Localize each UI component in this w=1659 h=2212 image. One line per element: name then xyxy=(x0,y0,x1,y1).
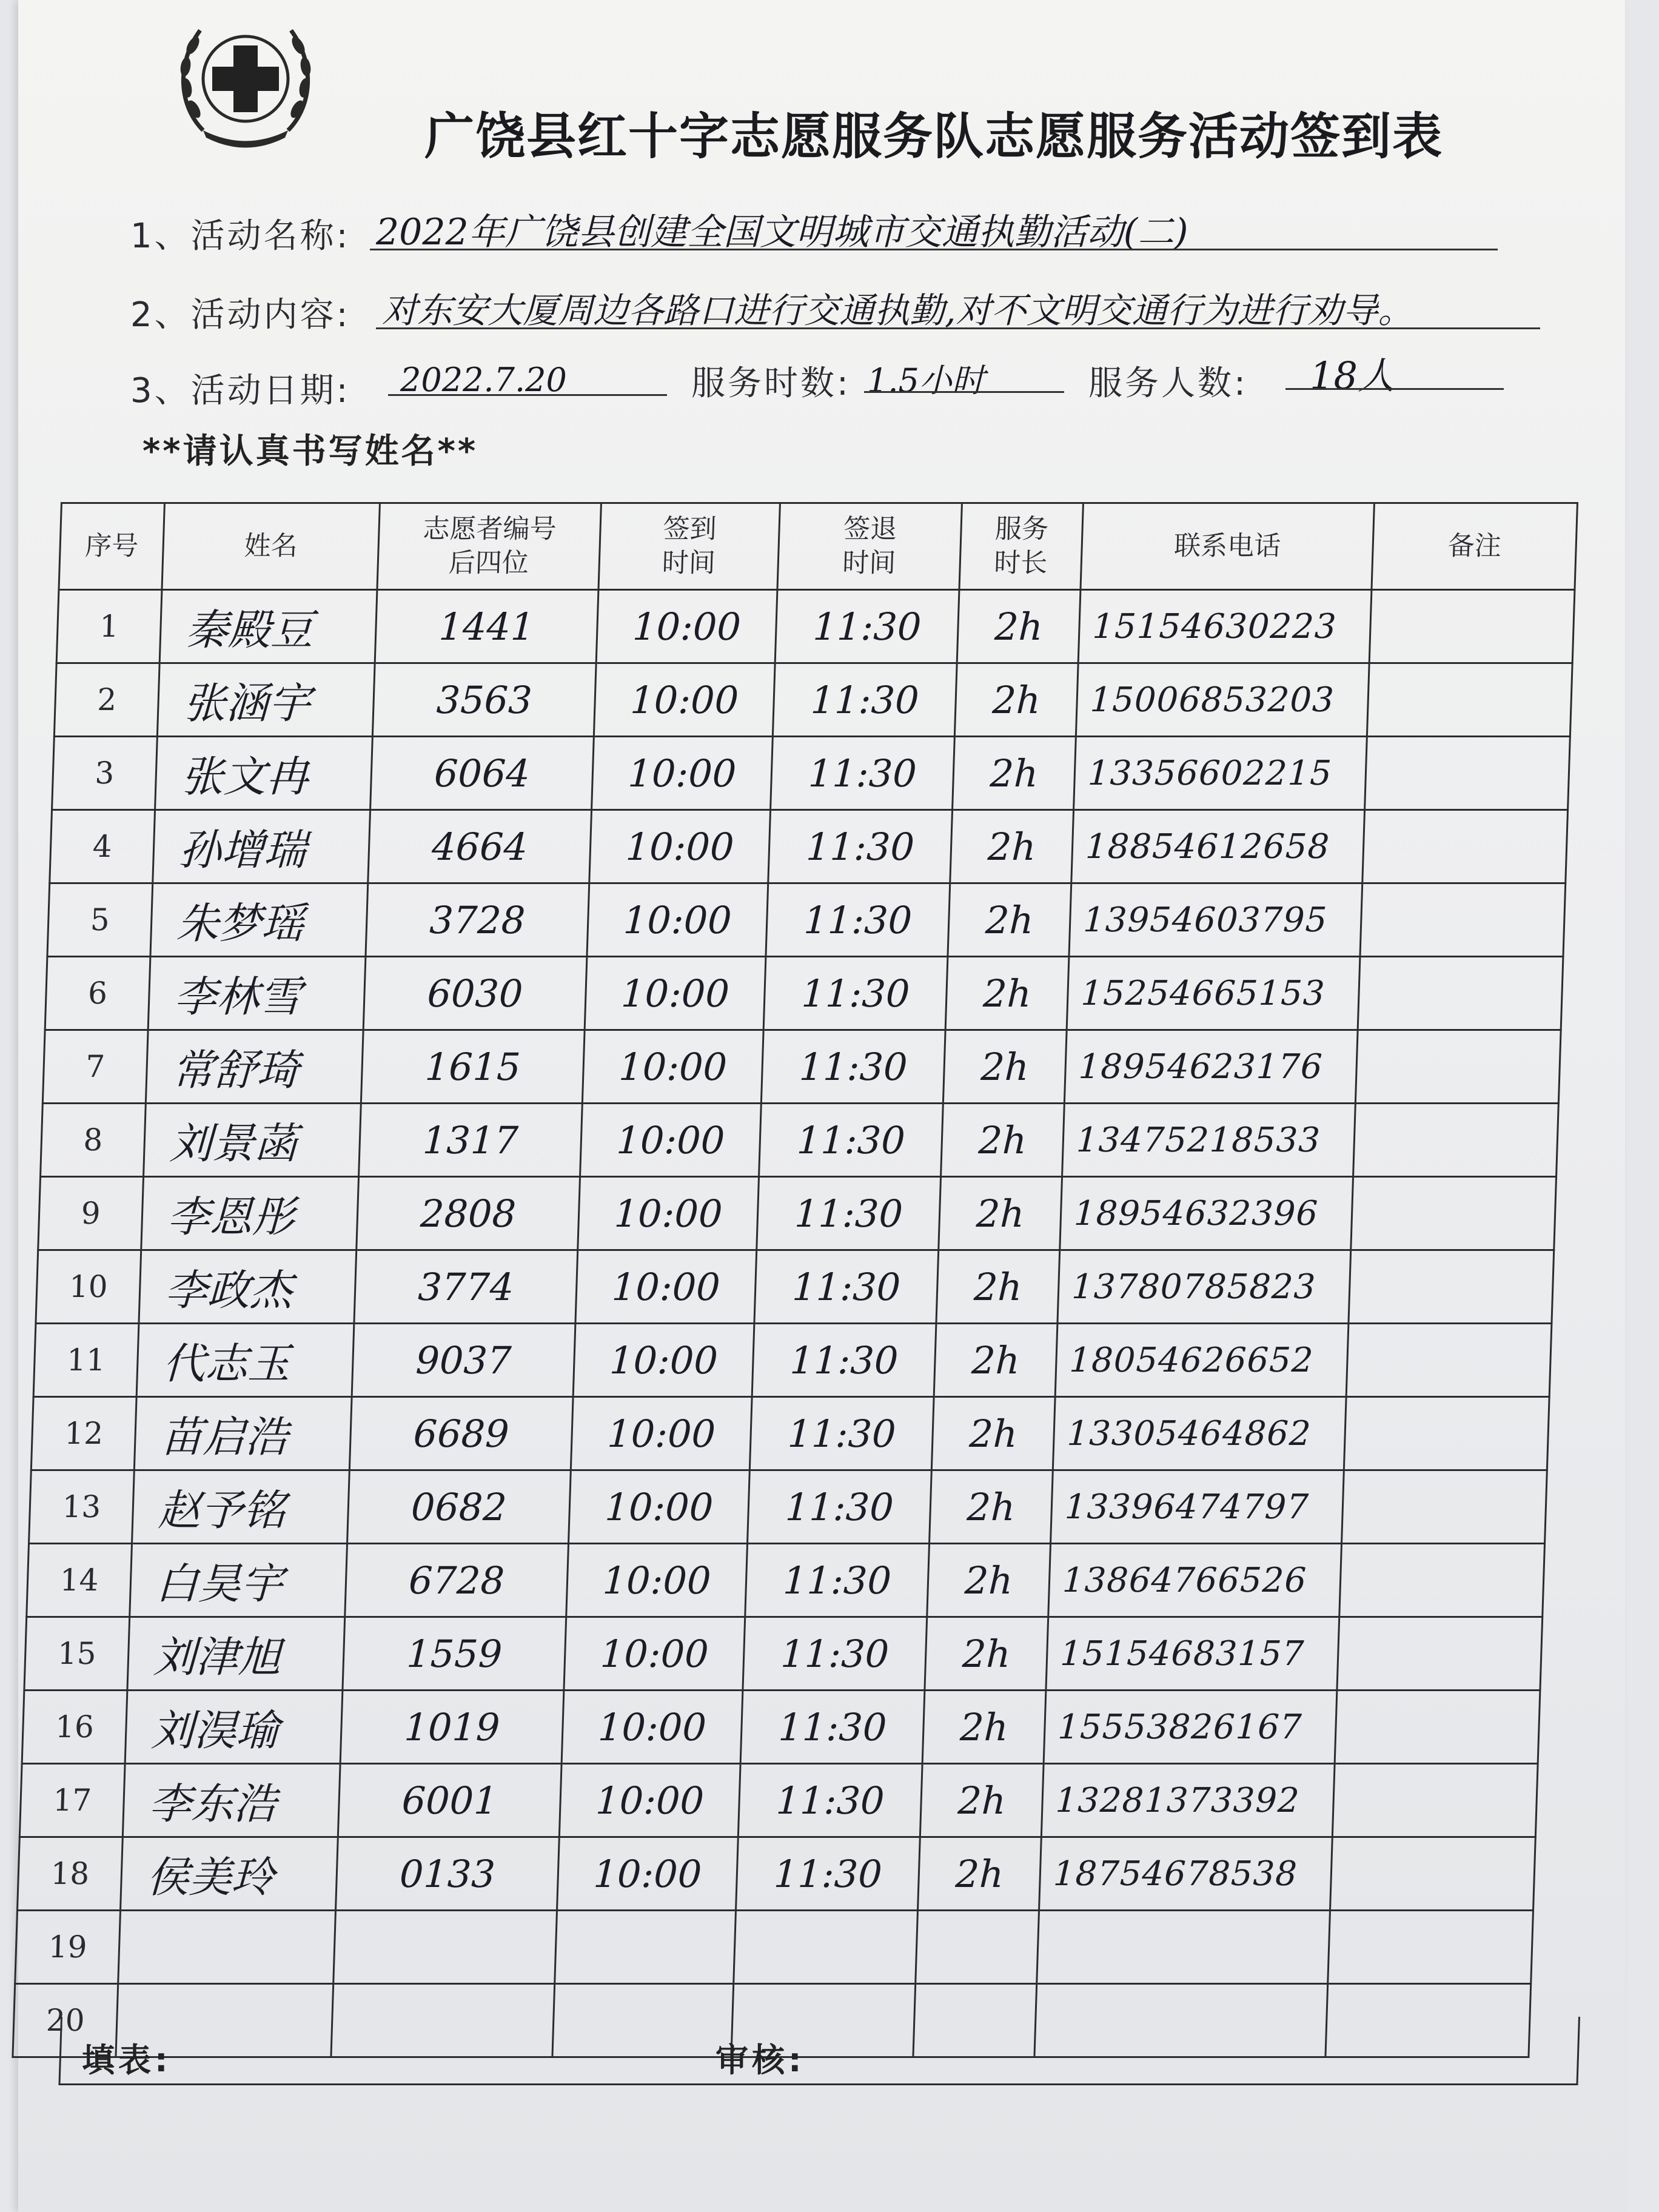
table-row xyxy=(18,1837,1536,1911)
cell-name: 赵予铭 xyxy=(132,1470,350,1544)
cell-phone: 18054626652 xyxy=(1055,1324,1349,1397)
activity-content-value: 对东安大厦周边各路口进行交通执勤,对不文明交通行为进行劝导。 xyxy=(382,290,1413,331)
table-row xyxy=(47,883,1566,957)
header-duration: 服务 时长 xyxy=(959,503,1083,590)
service-hours-underline xyxy=(864,391,1064,393)
table-header-row xyxy=(59,503,1577,590)
cell-volunteer-id: 3774 xyxy=(354,1250,578,1324)
cell-duration: 2h xyxy=(948,883,1071,957)
cell-sign-out-time: 11:30 xyxy=(763,957,948,1030)
cell-seq: 8 xyxy=(41,1104,146,1177)
cell-duration: 2h xyxy=(918,1837,1042,1911)
cell-phone: 18854612658 xyxy=(1071,810,1365,883)
cell-duration: 2h xyxy=(950,810,1074,883)
cell-seq: 16 xyxy=(22,1691,127,1764)
cell-name: 孙增瑞 xyxy=(153,810,370,883)
cell-sign-out-time: 11:30 xyxy=(748,1470,932,1544)
cell-seq: 9 xyxy=(38,1177,144,1250)
cell-remark xyxy=(1358,957,1563,1030)
cell-remark xyxy=(1360,883,1566,957)
cell-duration: 2h xyxy=(925,1617,1048,1691)
header-seq: 序号 xyxy=(59,503,164,590)
cell-volunteer-id xyxy=(333,1911,557,1984)
cell-duration: 2h xyxy=(939,1177,1062,1250)
cell-remark xyxy=(1330,1837,1536,1911)
cell-phone: 13305464862 xyxy=(1053,1397,1346,1470)
cell-phone: 13954603795 xyxy=(1069,883,1362,957)
cell-sign-out-time: 11:30 xyxy=(738,1764,922,1837)
cell-duration: 2h xyxy=(941,1104,1065,1177)
header-volunteer-id: 志愿者编号 后四位 xyxy=(377,503,601,590)
cell-sign-in-time: 10:00 xyxy=(578,1177,759,1250)
cell-name: 常舒琦 xyxy=(146,1030,363,1104)
cell-volunteer-id: 3563 xyxy=(372,663,596,737)
cell-volunteer-id: 6689 xyxy=(349,1397,573,1470)
cell-seq: 17 xyxy=(19,1764,125,1837)
cell-phone: 18954632396 xyxy=(1060,1177,1353,1250)
cell-name: 李林雪 xyxy=(148,957,366,1030)
cell-sign-in-time: 10:00 xyxy=(564,1617,745,1691)
cell-phone: 15553826167 xyxy=(1044,1691,1337,1764)
fill-in-note: **请认真书写姓名** xyxy=(142,432,478,471)
cell-sign-out-time: 11:30 xyxy=(740,1691,925,1764)
cell-seq: 10 xyxy=(36,1250,141,1324)
table-row xyxy=(36,1250,1554,1324)
activity-name-underline xyxy=(370,249,1498,250)
activity-date-value: 2022.7.20 xyxy=(400,361,567,399)
cell-name: 代志玉 xyxy=(136,1324,354,1397)
cell-remark xyxy=(1337,1617,1543,1691)
table-row xyxy=(29,1470,1547,1544)
cell-name: 秦殿豆 xyxy=(159,590,377,663)
cell-sign-in-time: 10:00 xyxy=(582,1030,763,1104)
cell-sign-out-time: 11:30 xyxy=(736,1837,920,1911)
cell-remark xyxy=(1369,590,1575,663)
cell-name: 朱梦瑶 xyxy=(150,883,368,957)
cell-sign-out-time: 11:30 xyxy=(754,1250,939,1324)
cell-seq: 1 xyxy=(56,590,162,663)
cell-sign-in-time: 10:00 xyxy=(571,1397,752,1470)
sign-in-table xyxy=(12,502,1578,2058)
cell-remark xyxy=(1355,1030,1561,1104)
cell-duration: 2h xyxy=(922,1691,1046,1764)
activity-name-value: 2022年广饶县创建全国文明城市交通执勤活动(二) xyxy=(376,211,1188,253)
cell-name: 刘津旭 xyxy=(127,1617,345,1691)
cell-duration: 2h xyxy=(927,1544,1051,1617)
cell-duration: 2h xyxy=(931,1397,1055,1470)
cell-phone: 13475218533 xyxy=(1062,1104,1356,1177)
cell-volunteer-id: 6001 xyxy=(338,1764,561,1837)
cell-duration: 2h xyxy=(945,957,1069,1030)
cell-remark xyxy=(1362,810,1568,883)
cell-volunteer-id: 1317 xyxy=(359,1104,583,1177)
header-phone: 联系电话 xyxy=(1081,503,1374,590)
header-sign-out-time: 签退 时间 xyxy=(777,503,962,590)
cell-volunteer-id: 1019 xyxy=(340,1691,564,1764)
cell-duration: 2h xyxy=(954,663,1078,737)
cell-volunteer-id: 6728 xyxy=(345,1544,569,1617)
cell-name: 李恩彤 xyxy=(141,1177,359,1250)
red-cross-emblem-icon xyxy=(170,9,321,152)
cell-sign-in-time: 10:00 xyxy=(587,883,768,957)
cell-name: 张文冉 xyxy=(155,737,373,810)
cell-sign-in-time: 10:00 xyxy=(575,1250,757,1324)
table-row xyxy=(52,737,1570,810)
cell-volunteer-id: 0682 xyxy=(347,1470,571,1544)
cell-name: 刘淏瑜 xyxy=(125,1691,343,1764)
activity-name-label: 1、活动名称: xyxy=(130,216,350,256)
cell-name xyxy=(118,1911,336,1984)
cell-sign-out-time: 11:30 xyxy=(773,663,957,737)
cell-name: 侯美玲 xyxy=(121,1837,338,1911)
cell-remark xyxy=(1353,1104,1559,1177)
cell-sign-in-time: 10:00 xyxy=(592,737,773,810)
cell-sign-in-time: 10:00 xyxy=(573,1324,754,1397)
cell-volunteer-id: 4664 xyxy=(368,810,592,883)
cell-sign-in-time: 10:00 xyxy=(561,1691,743,1764)
activity-date-underline xyxy=(388,394,667,396)
cell-sign-in-time: 10:00 xyxy=(580,1104,762,1177)
cell-sign-out-time: 11:30 xyxy=(759,1104,943,1177)
header-name: 姓名 xyxy=(162,503,380,590)
cell-sign-out-time: 11:30 xyxy=(766,883,950,957)
table-row xyxy=(15,1911,1533,1984)
reviewed-by-label: 审核: xyxy=(716,2041,805,2079)
cell-duration: 2h xyxy=(920,1764,1044,1837)
cell-sign-out-time: 11:30 xyxy=(771,737,955,810)
cell-sign-out-time: 11:30 xyxy=(757,1177,941,1250)
cell-phone: 15006853203 xyxy=(1076,663,1369,737)
cell-sign-out-time xyxy=(734,1911,918,1984)
cell-remark xyxy=(1339,1544,1545,1617)
header-sign-in-time: 签到 时间 xyxy=(598,503,780,590)
cell-name: 张涵宇 xyxy=(157,663,375,737)
cell-sign-in-time: 10:00 xyxy=(589,810,771,883)
table-row xyxy=(27,1544,1545,1617)
cell-sign-out-time: 11:30 xyxy=(775,590,959,663)
cell-remark xyxy=(1367,663,1572,737)
cell-name: 李政杰 xyxy=(139,1250,357,1324)
cell-remark xyxy=(1365,737,1570,810)
table-row xyxy=(19,1764,1538,1837)
table-row xyxy=(54,663,1572,737)
cell-sign-out-time: 11:30 xyxy=(743,1617,927,1691)
cell-seq: 18 xyxy=(18,1837,123,1911)
cell-phone: 15154683157 xyxy=(1046,1617,1339,1691)
cell-seq: 3 xyxy=(52,737,158,810)
cell-seq: 12 xyxy=(31,1397,136,1470)
cell-phone xyxy=(1037,1911,1330,1984)
cell-remark xyxy=(1328,1911,1533,1984)
cell-seq: 11 xyxy=(33,1324,139,1397)
cell-phone: 13780785823 xyxy=(1057,1250,1351,1324)
activity-content-underline xyxy=(376,327,1540,329)
cell-duration: 2h xyxy=(936,1250,1060,1324)
cell-phone: 18754678538 xyxy=(1039,1837,1333,1911)
cell-seq: 7 xyxy=(42,1030,148,1104)
cell-sign-in-time: 10:00 xyxy=(569,1470,750,1544)
cell-name: 李东浩 xyxy=(122,1764,340,1837)
cell-remark xyxy=(1351,1177,1557,1250)
cell-phone: 15254665153 xyxy=(1067,957,1360,1030)
cell-seq: 2 xyxy=(54,663,159,737)
cell-name: 白昊宇 xyxy=(130,1544,347,1617)
cell-sign-out-time: 11:30 xyxy=(745,1544,930,1617)
filled-by-label: 填表: xyxy=(82,2041,172,2079)
cell-seq: 20 xyxy=(13,1984,118,2057)
table-row xyxy=(41,1104,1559,1177)
table-row xyxy=(31,1397,1549,1470)
cell-volunteer-id: 9037 xyxy=(352,1324,575,1397)
cell-sign-in-time: 10:00 xyxy=(596,590,777,663)
cell-duration: 2h xyxy=(943,1030,1067,1104)
cell-duration: 2h xyxy=(934,1324,1057,1397)
cell-sign-in-time: 10:00 xyxy=(594,663,775,737)
cell-sign-out-time: 11:30 xyxy=(761,1030,945,1104)
cell-sign-in-time: 10:00 xyxy=(585,957,766,1030)
cell-sign-out-time: 11:30 xyxy=(749,1397,934,1470)
cell-phone: 13396474797 xyxy=(1051,1470,1344,1544)
cell-volunteer-id: 1615 xyxy=(361,1030,585,1104)
cell-volunteer-id: 1441 xyxy=(375,590,598,663)
cell-remark xyxy=(1349,1250,1554,1324)
table-row xyxy=(22,1691,1540,1764)
cell-duration: 2h xyxy=(930,1470,1053,1544)
cell-sign-out-time: 11:30 xyxy=(752,1324,936,1397)
cell-phone: 13356602215 xyxy=(1074,737,1367,810)
service-people-underline xyxy=(1285,388,1504,390)
cell-seq: 13 xyxy=(29,1470,135,1544)
table-row xyxy=(50,810,1568,883)
cell-seq: 15 xyxy=(24,1617,130,1691)
cell-phone: 18954623176 xyxy=(1064,1030,1358,1104)
cell-duration: 2h xyxy=(953,737,1076,810)
table-row xyxy=(33,1324,1552,1397)
cell-phone: 15154630223 xyxy=(1078,590,1372,663)
table-body xyxy=(13,590,1575,2057)
table-row xyxy=(42,1030,1561,1104)
cell-remark xyxy=(1346,1324,1552,1397)
table-row xyxy=(56,590,1575,663)
page-title: 广饶县红十字志愿服务队志愿服务活动签到表 xyxy=(424,107,1444,166)
cell-name: 刘景菡 xyxy=(144,1104,361,1177)
service-hours-value: 1.5小时 xyxy=(867,361,985,400)
table-row xyxy=(24,1617,1543,1691)
cell-duration xyxy=(916,1911,1039,1984)
table-row xyxy=(45,957,1563,1030)
cell-name: 苗启浩 xyxy=(134,1397,352,1470)
cell-sign-in-time: 10:00 xyxy=(559,1764,740,1837)
cell-seq: 4 xyxy=(50,810,155,883)
activity-content-label: 2、活动内容: xyxy=(130,295,350,335)
cell-sign-out-time: 11:30 xyxy=(768,810,953,883)
activity-date-label: 3、活动日期: xyxy=(130,371,350,411)
cell-volunteer-id: 3728 xyxy=(366,883,589,957)
footer-box xyxy=(58,2017,1580,2085)
cell-phone: 13281373392 xyxy=(1041,1764,1335,1837)
cell-seq: 19 xyxy=(15,1911,121,1984)
service-people-label: 服务人数: xyxy=(1088,364,1248,403)
cell-volunteer-id: 1559 xyxy=(343,1617,566,1691)
cell-volunteer-id: 6030 xyxy=(363,957,587,1030)
cell-sign-in-time: 10:00 xyxy=(566,1544,748,1617)
cell-remark xyxy=(1342,1470,1547,1544)
cell-phone: 13864766526 xyxy=(1048,1544,1342,1617)
cell-duration: 2h xyxy=(957,590,1081,663)
table-row xyxy=(38,1177,1557,1250)
service-people-value: 18人 xyxy=(1310,354,1395,398)
cell-volunteer-id: 6064 xyxy=(370,737,594,810)
cell-volunteer-id: 0133 xyxy=(336,1837,560,1911)
cell-seq: 6 xyxy=(45,957,150,1030)
cell-remark xyxy=(1332,1764,1538,1837)
cell-remark xyxy=(1335,1691,1540,1764)
header-remark: 备注 xyxy=(1372,503,1577,590)
cell-remark xyxy=(1344,1397,1549,1470)
cell-sign-in-time: 10:00 xyxy=(557,1837,739,1911)
cell-seq: 14 xyxy=(27,1544,132,1617)
cell-volunteer-id: 2808 xyxy=(357,1177,580,1250)
cell-seq: 5 xyxy=(47,883,153,957)
cell-sign-in-time xyxy=(555,1911,736,1984)
service-hours-label: 服务时数: xyxy=(691,364,851,403)
